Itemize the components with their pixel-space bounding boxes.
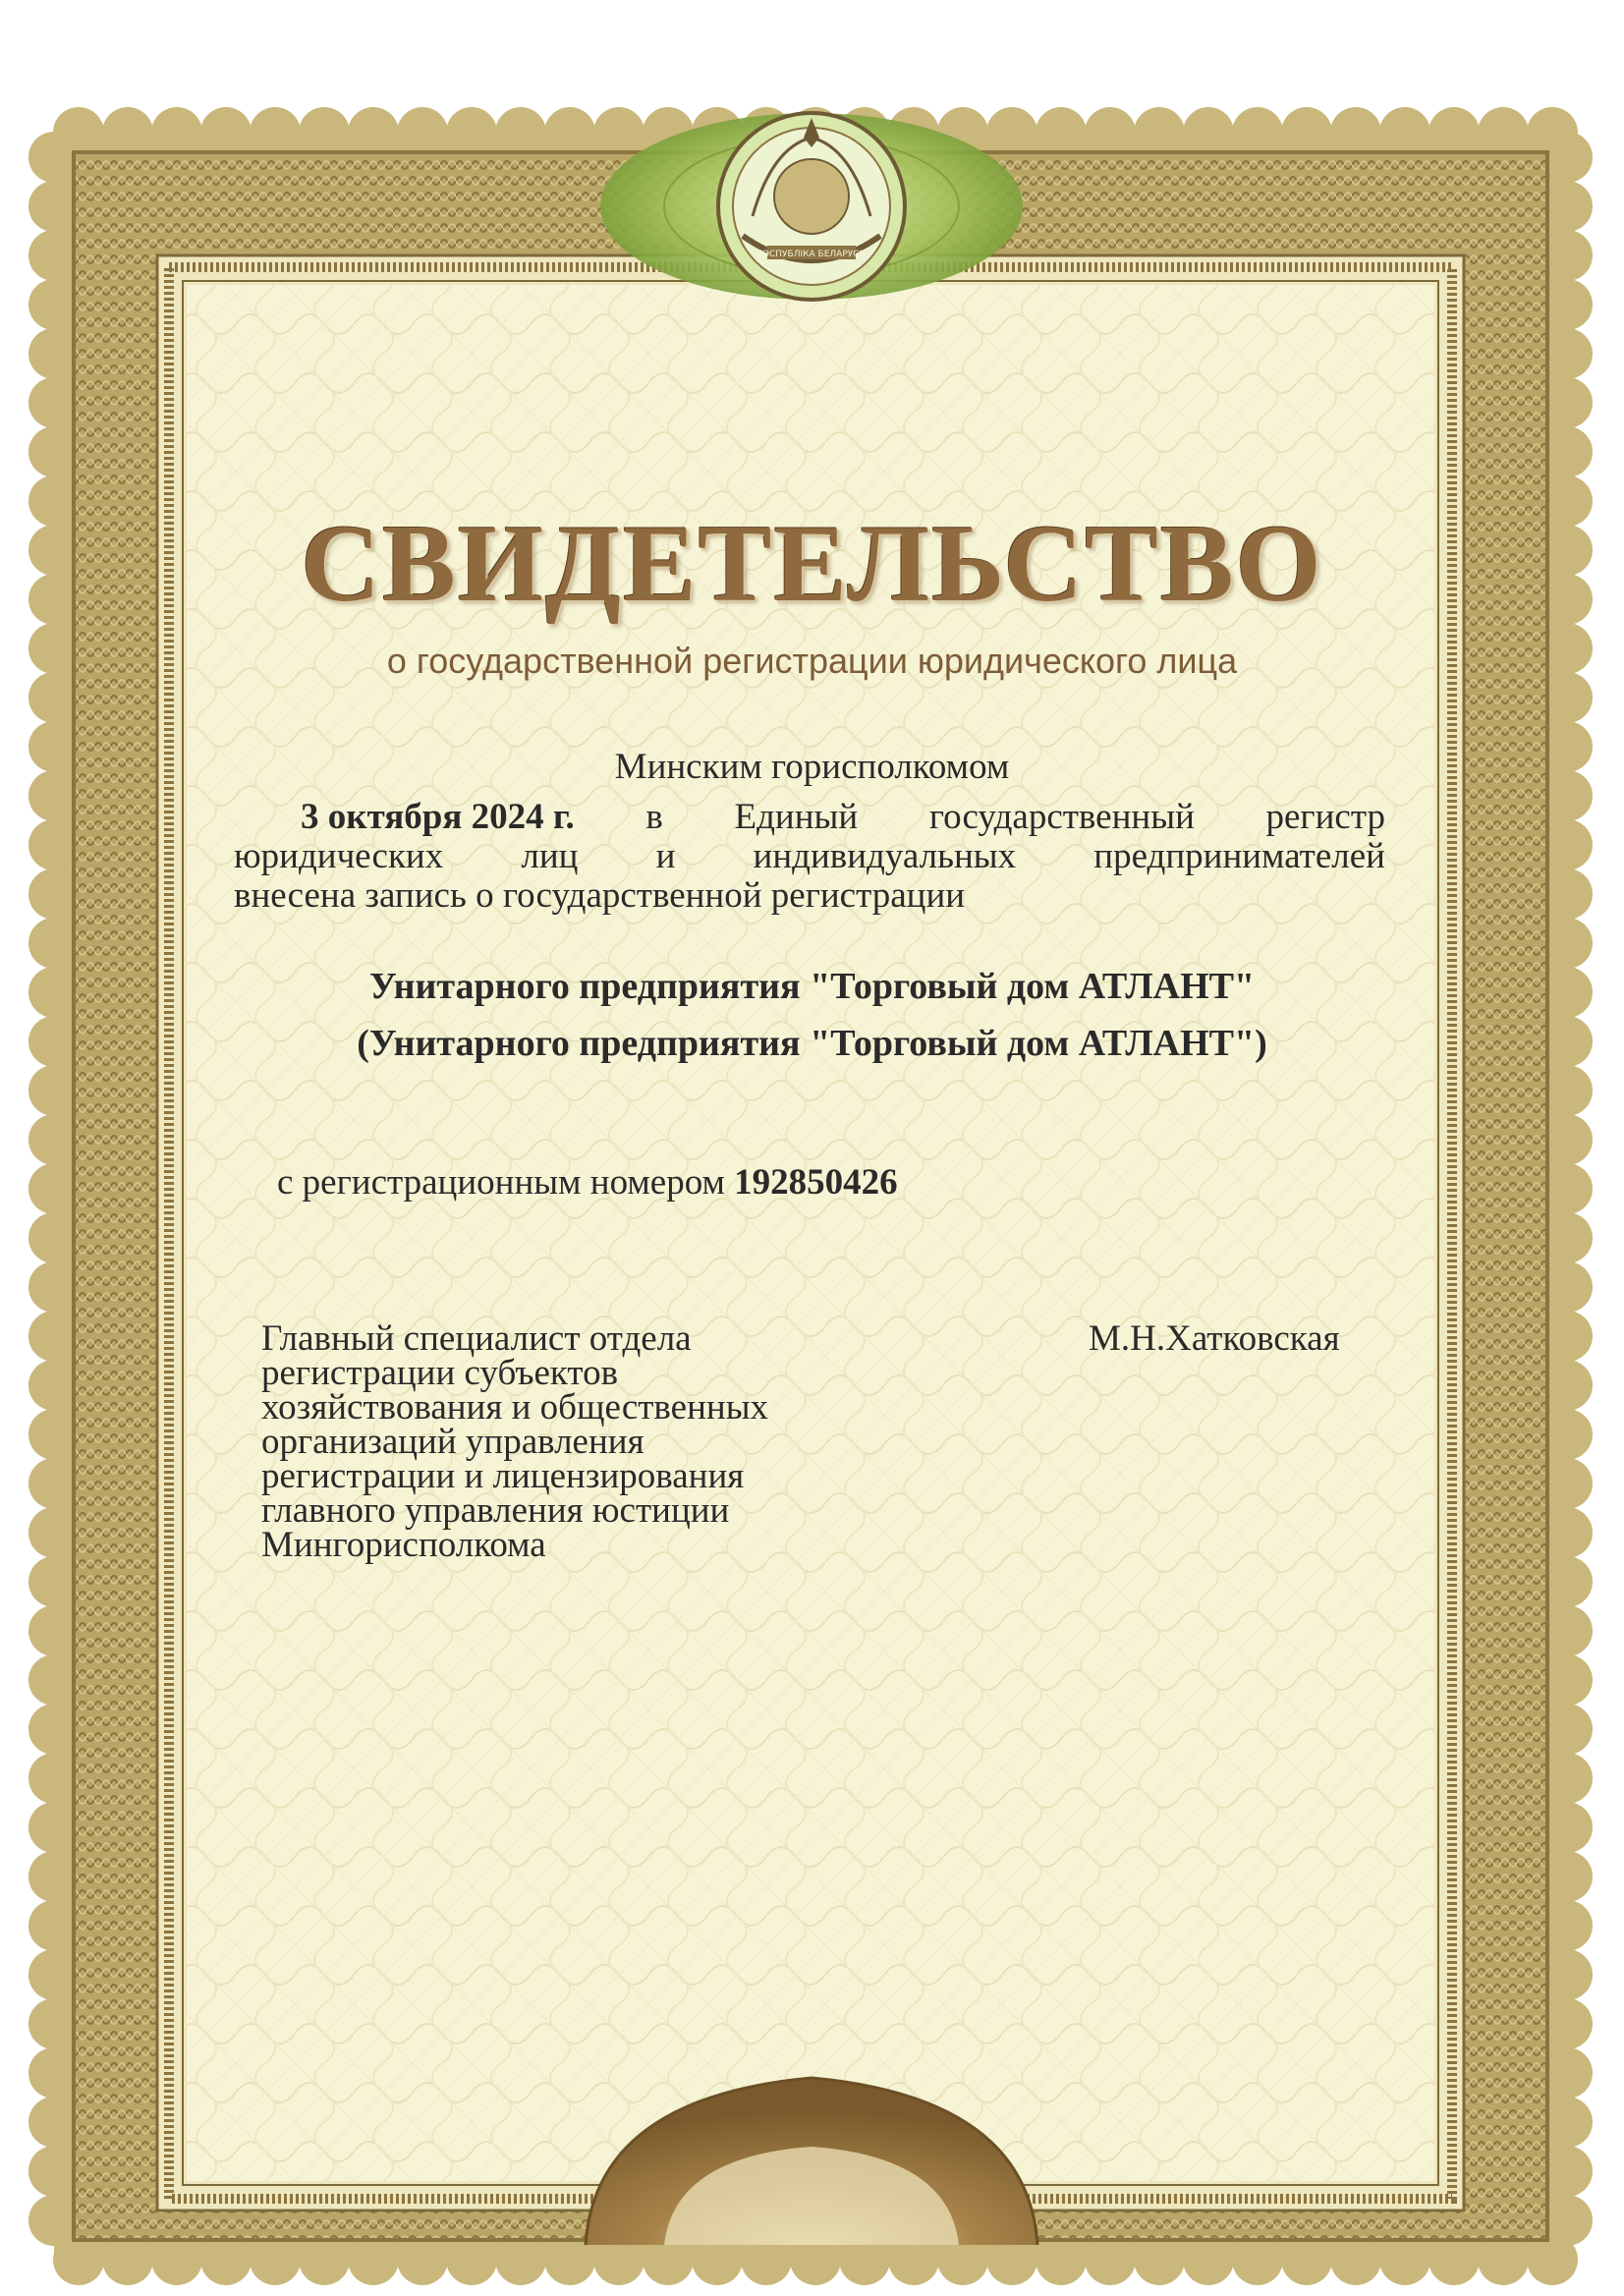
- emblem-text: РЭСПУБЛІКА БЕЛАРУСЬ: [757, 250, 866, 259]
- signer-position-line: главного управления юстиции: [261, 1490, 730, 1531]
- paragraph-word: в: [645, 797, 663, 837]
- paragraph-text: внесена запись о государственной регистрации: [234, 875, 966, 916]
- registration-date: 3 октября 2024 г.: [301, 797, 575, 837]
- certificate-subtitle: о государственной регистрации юридического лица: [386, 641, 1238, 681]
- signer-position-line: организаций управления: [261, 1422, 644, 1462]
- organization-name: Унитарного предприятия "Торговый дом АТЛАНТ": [368, 966, 1256, 1007]
- signer-position-line: Мингорисполкома: [261, 1525, 546, 1565]
- paragraph-word: юридических: [234, 836, 444, 876]
- organization-short-name: (Унитарного предприятия "Торговый дом АТЛАНТ"): [357, 1023, 1267, 1064]
- signer-position-line: регистрации субъектов: [261, 1353, 619, 1393]
- paragraph-word: регистр: [1265, 797, 1385, 837]
- paragraph-word: Единый: [734, 797, 859, 837]
- certificate-title: СВИДЕТЕЛЬСТВО: [301, 503, 1323, 625]
- reg-number: 192850426: [734, 1162, 898, 1203]
- signer-position-line: хозяйствования и общественных: [261, 1387, 769, 1428]
- registration-paragraph: [234, 798, 1385, 916]
- paragraph-word: лиц: [521, 836, 579, 876]
- signer-position-line: регистрации и лицензирования: [261, 1456, 745, 1496]
- paragraph-word: предпринимателей: [1093, 836, 1385, 876]
- signer-position: [261, 1318, 769, 1565]
- registration-number-line: [277, 1164, 898, 1201]
- signer-name: М.Н.Хатковская: [1089, 1318, 1340, 1359]
- paragraph-line-2: [234, 837, 1385, 876]
- paragraph-line-1: [234, 798, 1385, 837]
- paragraph-word: государственный: [928, 797, 1195, 837]
- paragraph-word: и: [655, 836, 676, 876]
- reg-number-prefix: с регистрационным номером: [277, 1162, 725, 1203]
- paragraph-line-3: [234, 876, 1385, 916]
- issuer: Минским горисполкомом: [614, 747, 1010, 787]
- paragraph-word: индивидуальных: [753, 836, 1017, 876]
- signer-position-line: Главный специалист отдела: [261, 1318, 692, 1359]
